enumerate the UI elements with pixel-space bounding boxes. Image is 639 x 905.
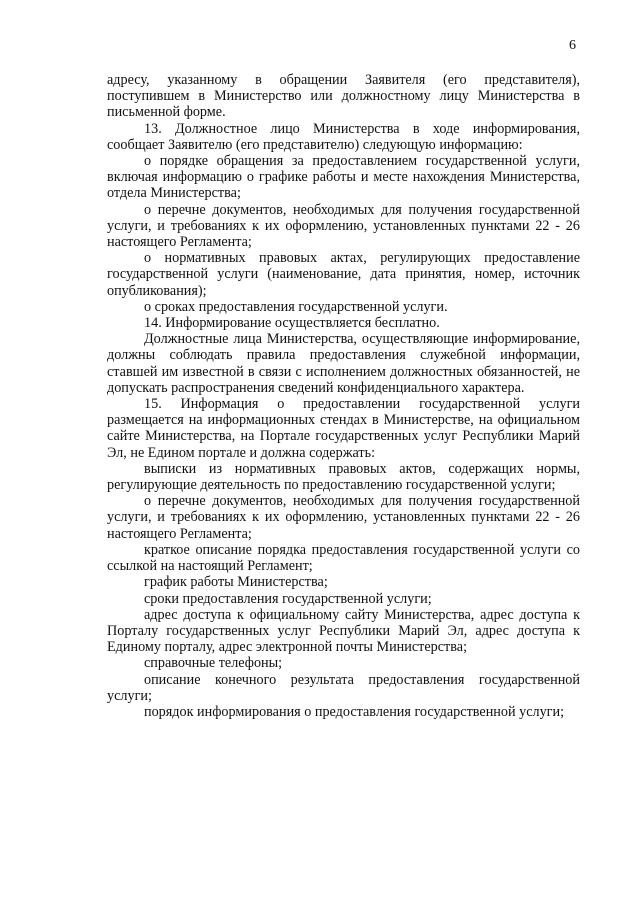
list-item: график работы Министерства; — [144, 574, 328, 591]
list-item: о нормативных правовых актах, регулирующих предоставление государственной услуги (наименование, дата принятия, номер, источник опубликования); — [107, 250, 580, 299]
paragraph: Должностные лица Министерства, осуществляющие информирование, должны соблюдать правила предоставления служебной информации, ставшей им известной в связи с исполнением должностных обязанностей, не допускать распространения сведений конфиденциального характера. — [107, 331, 580, 396]
list-item: справочные телефоны; — [144, 655, 283, 672]
list-item: выписки из нормативных правовых актов, содержащих нормы, регулирующие деятельность по предоставлению государственной услуги; — [107, 460, 580, 494]
list-item: адрес доступа к официальному сайту Министерства, адрес доступа к Порталу государственных услуг Республики Марий Эл, адрес доступа к Единому порталу, адрес электронной почты Министерства; — [107, 606, 580, 656]
paragraph-13: 13. Должностное лицо Министерства в ходе информирования, сообщает Заявителю (его представителю) следующую информацию: — [107, 120, 580, 153]
paragraph: адресу, указанному в обращении Заявителя (его представителя), поступившем в Министерство или должностному лицу Министерства в письменной форме. — [107, 72, 580, 121]
list-item: о порядке обращения за предоставлением государственной услуги, включая информацию о графике работы и месте нахождения Министерства, отдела Министерства; — [107, 153, 580, 202]
list-item: краткое описание порядка предоставления государственной услуги со ссылкой на настоящий Регламент; — [107, 541, 580, 575]
list-item: описание конечного результата предоставления государственной услуги; — [107, 671, 580, 704]
page-number: 6 — [569, 38, 576, 53]
list-item: сроки предоставления государственной услуги; — [144, 590, 432, 607]
paragraph-14: 14. Информирование осуществляется бесплатно. — [144, 315, 440, 332]
list-item: о перечне документов, необходимых для получения государственной услуги, и требованиях к их оформлению, установленных пунктами 22 - 26 настоящего Регламента; — [107, 493, 580, 542]
paragraph-15: 15. Информация о предоставлении государственной услуги размещается на информационных стендах в Министерстве, на официальном сайте Министерства, на Портале государственных услуг Республики Марий Эл, не Едином портале и должна содержать: — [107, 396, 580, 461]
list-item: о перечне документов, необходимых для получения государственной услуги, и требованиях к их оформлению, установленных пунктами 22 - 26 настоящего Регламента; — [107, 201, 580, 251]
list-item: порядок информирования о предоставления государственной услуги; — [144, 703, 565, 720]
document-body — [107, 72, 580, 720]
list-item: о сроках предоставления государственной услуги. — [144, 298, 448, 315]
